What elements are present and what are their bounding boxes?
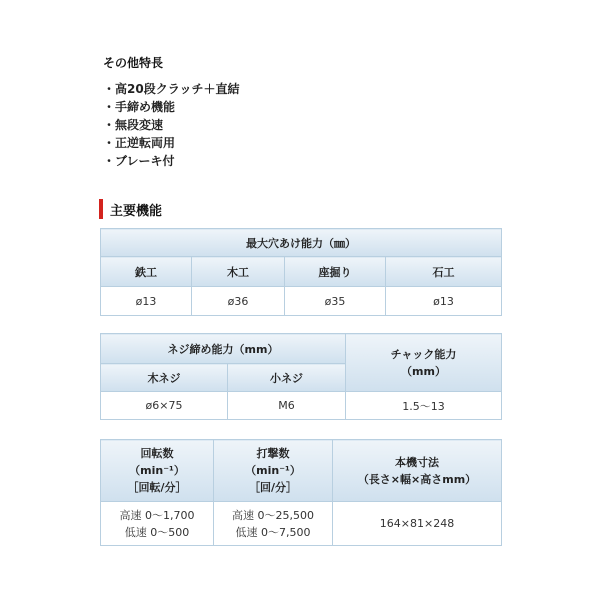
rpm-values	[101, 502, 214, 546]
dimensions-value: 164×81×248	[333, 502, 502, 546]
value-counterbore: ø35	[285, 287, 386, 316]
feature-item: ・ブレーキ付	[103, 154, 175, 168]
value-chuck: 1.5～13	[346, 392, 502, 420]
value-machine-screw: M6	[228, 392, 346, 420]
value-masonry: ø13	[386, 287, 502, 316]
ipm-high: 高速 0～25,500	[232, 508, 314, 522]
fastening-table	[100, 333, 502, 420]
feature-item: ・高20段クラッチ＋直結	[103, 82, 240, 96]
rpm-high: 高速 0～1,700	[119, 508, 195, 522]
section-title: 主要機能	[110, 203, 163, 219]
performance-table	[100, 439, 502, 546]
ipm-low: 低速 0～7,500	[235, 525, 311, 539]
col-header-wood-screw: 木ネジ	[101, 364, 228, 392]
chuck-title-unit: （mm）	[401, 364, 446, 378]
ipm-header	[214, 440, 333, 502]
chuck-capacity-title	[346, 334, 502, 392]
drilling-capacity-table	[100, 228, 502, 316]
value-iron: ø13	[101, 287, 192, 316]
col-header-counterbore: 座掘り	[285, 257, 386, 287]
dimensions-header-unit: （長さ×幅×高さmm）	[357, 472, 477, 486]
ipm-header-line: 打撃数	[256, 447, 290, 460]
feature-item: ・手締め機能	[103, 100, 176, 114]
features-title: その他特長	[103, 56, 164, 70]
rpm-header-unit: （min⁻¹）	[129, 464, 185, 477]
section-accent-bar	[99, 199, 103, 219]
col-header-machine-screw: 小ネジ	[228, 364, 346, 392]
rpm-header	[101, 440, 214, 502]
rpm-header-line: 回転数	[140, 447, 174, 460]
rpm-low: 低速 0～500	[124, 525, 190, 539]
section-heading	[99, 199, 162, 219]
rpm-header-unit-jp: ［回転/分］	[127, 481, 187, 494]
ipm-values	[214, 502, 333, 546]
dimensions-header-line: 本機寸法	[395, 455, 439, 469]
ipm-header-unit: （min⁻¹）	[245, 464, 301, 477]
screw-capacity-title: ネジ締め能力（mm）	[101, 334, 346, 364]
value-wood-screw: ø6×75	[101, 392, 228, 420]
feature-list	[103, 80, 239, 170]
col-header-masonry: 石工	[386, 257, 502, 287]
feature-item: ・正逆転両用	[103, 136, 176, 150]
col-header-iron: 鉄工	[101, 257, 192, 287]
chuck-title-line: チャック能力	[390, 347, 457, 361]
feature-item: ・無段変速	[103, 118, 164, 132]
value-wood: ø36	[192, 287, 285, 316]
drilling-capacity-title: 最大穴あけ能力（㎜）	[101, 229, 502, 257]
ipm-header-unit-jp: ［回/分］	[248, 481, 298, 494]
col-header-wood: 木工	[192, 257, 285, 287]
dimensions-header	[333, 440, 502, 502]
